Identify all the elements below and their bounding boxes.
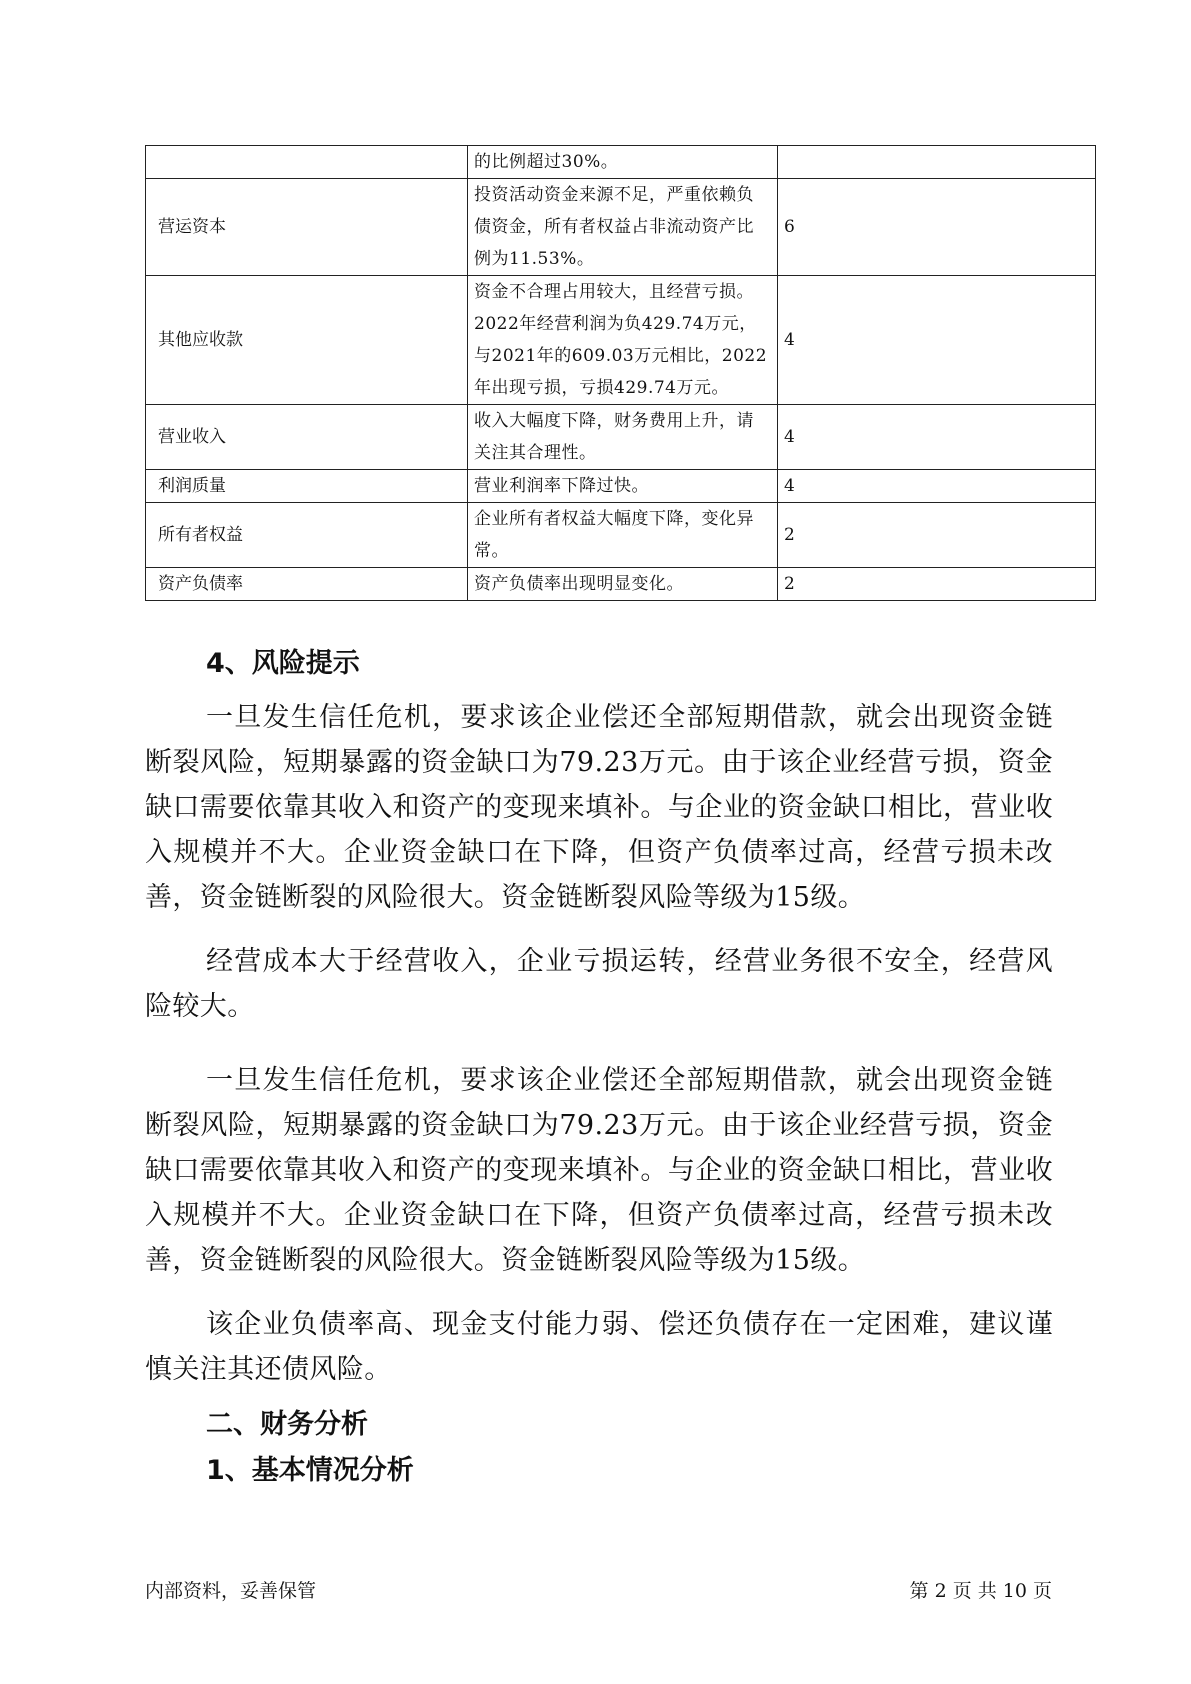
- table-row: [146, 146, 1096, 179]
- table-cell-desc: 资产负债率出现明显变化。: [468, 568, 778, 601]
- table-cell-item: 营运资本: [146, 179, 468, 276]
- table-cell-item: 其他应收款: [146, 276, 468, 405]
- table-row: [146, 405, 1096, 470]
- table-cell-score: [778, 146, 1096, 179]
- basic-analysis-heading: 1、基本情况分析: [206, 1455, 414, 1486]
- table-cell-score: 4: [778, 276, 1096, 405]
- table-cell-item: 资产负债率: [146, 568, 468, 601]
- table-cell-item: [146, 146, 468, 179]
- table-cell-desc: 营业利润率下降过快。: [468, 470, 778, 503]
- table-cell-item: 利润质量: [146, 470, 468, 503]
- table-cell-item: 营业收入: [146, 405, 468, 470]
- table-row: [146, 179, 1096, 276]
- table-row: [146, 470, 1096, 503]
- risk-paragraph: 一旦发生信任危机，要求该企业偿还全部短期借款，就会出现资金链断裂风险，短期暴露的资金缺口为79.23万元。由于该企业经营亏损，资金缺口需要依靠其收入和资产的变现来填补。与企业的资金缺口相比，营业收入规模并不大。企业资金缺口在下降，但资产负债率过高，经营亏损未改善，资金链断裂的风险很大。资金链断裂风险等级为15级。: [145, 702, 1053, 913]
- footer-confidential-note: 内部资料，妥善保管: [145, 1580, 317, 1602]
- table-cell-desc: 投资活动资金来源不足，严重依赖负债资金，所有者权益占非流动资产比例为11.53%。: [468, 179, 778, 276]
- table-cell-desc: 企业所有者权益大幅度下降，变化异常。: [468, 503, 778, 568]
- risk-section-heading: 4、风险提示: [206, 648, 360, 679]
- table-cell-score: 4: [778, 405, 1096, 470]
- table-cell-item: 所有者权益: [146, 503, 468, 568]
- table-cell-score: 6: [778, 179, 1096, 276]
- table-cell-score: 4: [778, 470, 1096, 503]
- risk-table: [145, 145, 1096, 601]
- table-cell-desc: 的比例超过30%。: [468, 146, 778, 179]
- table-cell-desc: 收入大幅度下降，财务费用上升，请关注其合理性。: [468, 405, 778, 470]
- risk-paragraph: 一旦发生信任危机，要求该企业偿还全部短期借款，就会出现资金链断裂风险，短期暴露的资金缺口为79.23万元。由于该企业经营亏损，资金缺口需要依靠其收入和资产的变现来填补。与企业的资金缺口相比，营业收入规模并不大。企业资金缺口在下降，但资产负债率过高，经营亏损未改善，资金链断裂的风险很大。资金链断裂风险等级为15级。: [145, 1065, 1053, 1276]
- table-row: [146, 503, 1096, 568]
- table-row: [146, 276, 1096, 405]
- table-cell-score: 2: [778, 503, 1096, 568]
- risk-paragraph: 该企业负债率高、现金支付能力弱、偿还负债存在一定困难，建议谨慎关注其还债风险。: [145, 1309, 1053, 1385]
- risk-paragraph: 经营成本大于经营收入，企业亏损运转，经营业务很不安全，经营风险较大。: [145, 946, 1053, 1022]
- table-row: [146, 568, 1096, 601]
- table-cell-desc: 资金不合理占用较大，且经营亏损。2022年经营利润为负429.74万元，与2021年的609.03万元相比，2022年出现亏损，亏损429.74万元。: [468, 276, 778, 405]
- table-cell-score: 2: [778, 568, 1096, 601]
- footer-page-number: 第 2 页 共 10 页: [909, 1580, 1052, 1602]
- finance-section-heading: 二、财务分析: [206, 1409, 368, 1440]
